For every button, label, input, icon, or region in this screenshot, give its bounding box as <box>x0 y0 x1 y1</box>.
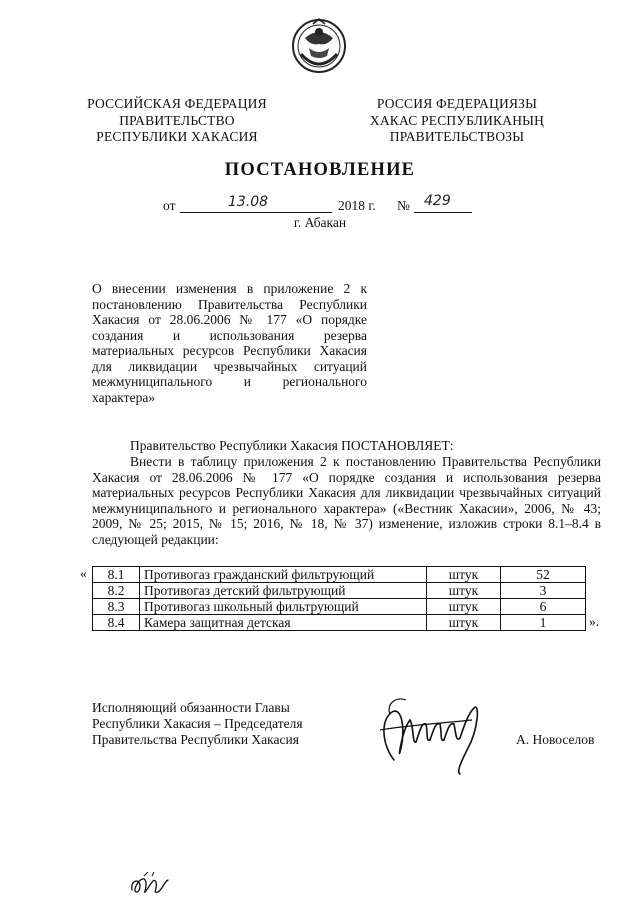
close-quote: ». <box>589 614 600 629</box>
signatory-line: Республики Хакасия – Председателя <box>92 716 303 731</box>
supplies-table <box>92 566 586 631</box>
row-number: 8.4 <box>93 615 140 631</box>
signatory-line: Исполняющий обязанности Главы <box>92 700 290 715</box>
item-quantity: 3 <box>501 583 586 599</box>
table-row <box>93 615 586 631</box>
number-prefix: № <box>397 198 410 213</box>
header-right-line: ХАКАС РЕСПУБЛИКАНЫҢ <box>369 112 545 128</box>
item-unit: штук <box>427 615 501 631</box>
document-subject: О внесении изменения в приложение 2 к постановлению Правительства Республики Хакасия от 28.06.2006 № 177 «О порядке создания и использования резерва материальных ресурсов Республики Хакасия для ликвидации чрезвычайных ситуаций межмуниципального и регионального характера» <box>92 281 367 405</box>
item-quantity: 6 <box>501 599 586 615</box>
header-left-line: ПРАВИТЕЛЬСТВО <box>119 112 235 128</box>
item-name: Противогаз школьный фильтрующий <box>140 599 427 615</box>
date-year: 2018 г. <box>338 198 376 213</box>
city: г. Абакан <box>293 215 347 230</box>
item-unit: штук <box>427 583 501 599</box>
signatory-line: Правительства Республики Хакасия <box>92 732 299 747</box>
body-paragraph-1: Правительство Республики Хакасия ПОСТАНОВЛЯЕТ: <box>130 438 454 453</box>
item-name: Камера защитная детская <box>140 615 427 631</box>
item-unit: штук <box>427 599 501 615</box>
item-quantity: 52 <box>501 567 586 583</box>
row-number: 8.1 <box>93 567 140 583</box>
body-paragraph-2: Внести в таблицу приложения 2 к постановлению Правительства Республики Хакасия от 28.06.2006 № 177 «О порядке создания и использования резерва материальных ресурсов Республики Хакасия для ликвидации чрезвычайных ситуаций межмуниципального и регионального характера» («Вестник Хакасии», 2006, № 43; 2009, № 25; 2015, № 15; 2016, № 18, № 37) изменение, изложив строки 8.1–8.4 в следующей редакции: <box>92 454 601 547</box>
coat-of-arms-icon <box>291 16 347 76</box>
row-number: 8.2 <box>93 583 140 599</box>
header-right-line: РОССИЯ ФЕДЕРАЦИЯЗЫ <box>376 96 538 111</box>
header-right <box>352 96 562 146</box>
table-row <box>93 599 586 615</box>
header-left <box>72 96 282 146</box>
table-row <box>93 567 586 583</box>
initials-mark <box>128 872 172 898</box>
signatory-name: А. Новоселов <box>516 732 595 747</box>
item-name: Противогаз гражданский фильтрующий <box>140 567 427 583</box>
header-left-line: РЕСПУБЛИКИ ХАКАСИЯ <box>96 129 258 144</box>
number-field <box>414 193 472 213</box>
date-prefix: от <box>163 198 176 213</box>
header-left-line: РОССИЙСКАЯ ФЕДЕРАЦИЯ <box>87 96 267 111</box>
item-unit: штук <box>427 567 501 583</box>
number-handwritten: 429 <box>424 193 451 209</box>
handwritten-signature <box>372 690 502 780</box>
document-title: ПОСТАНОВЛЕНИЕ <box>224 160 416 180</box>
table-row <box>93 583 586 599</box>
item-name: Противогаз детский фильтрующий <box>140 583 427 599</box>
signatory-position <box>92 700 332 748</box>
date-handwritten: 13.08 <box>228 194 269 210</box>
date-field <box>180 194 332 213</box>
header-right-line: ПРАВИТЕЛЬСТВОЗЫ <box>389 129 525 144</box>
row-number: 8.3 <box>93 599 140 615</box>
open-quote: « <box>80 566 87 581</box>
item-quantity: 1 <box>501 615 586 631</box>
